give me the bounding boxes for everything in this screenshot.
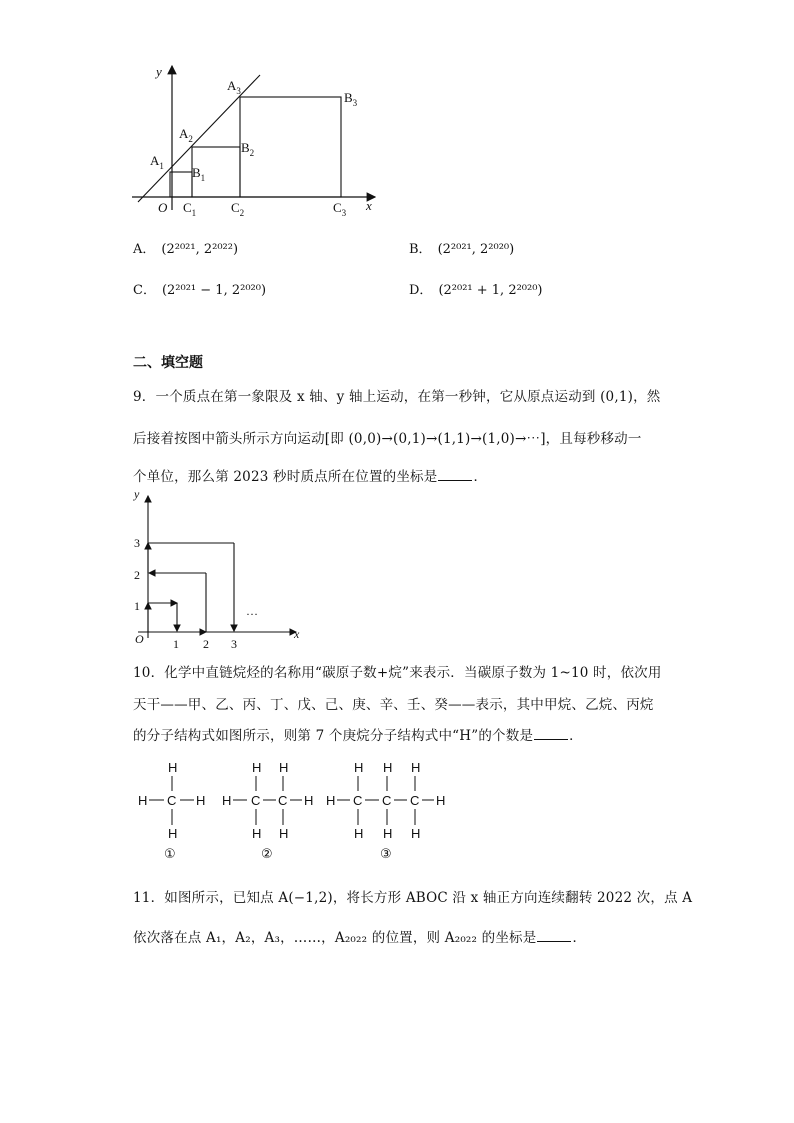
q11-line1: 11．如图所示，已知点 A(−1,2)，将长方形 ABOC 沿 x 轴正方向连续翻转 2022 次，点 A bbox=[133, 890, 693, 906]
svg-text:C: C bbox=[410, 793, 420, 808]
label-A1: $A_1$ bbox=[150, 153, 164, 171]
svg-text:H: H bbox=[383, 760, 393, 775]
svg-text:H: H bbox=[411, 760, 421, 775]
propane-structure bbox=[326, 760, 445, 861]
svg-text:C: C bbox=[251, 793, 261, 808]
q10-line1: 10．化学中直链烷烃的名称用“碳原子数+烷”来表示．当碳原子数为 1~10 时，依次用 bbox=[133, 665, 662, 681]
y-label: y bbox=[156, 64, 162, 79]
origin-label: O bbox=[158, 200, 168, 215]
svg-text:H: H bbox=[168, 760, 178, 775]
svg-text:H: H bbox=[168, 826, 178, 841]
q9-ytick-3: 3 bbox=[134, 536, 140, 550]
q9-line2: 后接着按图中箭头所示方向运动[即 (0,0)→(0,1)→(1,1)→(1,0)→⋯]，且每秒移动一 bbox=[133, 431, 642, 447]
svg-text:C: C bbox=[278, 793, 288, 808]
label-B3: $B_3$ bbox=[344, 90, 358, 108]
svg-text:H: H bbox=[354, 760, 364, 775]
q10-answer-blank[interactable] bbox=[534, 727, 568, 740]
q9-y-label: y bbox=[134, 487, 140, 501]
q9-answer-blank[interactable] bbox=[438, 468, 472, 481]
svg-text:H: H bbox=[196, 793, 206, 808]
caption-3: ③ bbox=[380, 846, 392, 861]
svg-text:H: H bbox=[326, 793, 336, 808]
label-A3: $A_3$ bbox=[227, 78, 241, 96]
alkane-structures bbox=[130, 755, 460, 865]
q9-ytick-2: 2 bbox=[134, 568, 140, 582]
q9-xtick-1: 1 bbox=[173, 637, 179, 651]
q9-figure bbox=[128, 488, 308, 653]
svg-text:C: C bbox=[167, 793, 177, 808]
svg-text:H: H bbox=[279, 826, 289, 841]
q9-line1: 9．一个质点在第一象限及 x 轴、y 轴上运动，在第一秒钟，它从原点运动到 (0,1)，然 bbox=[133, 389, 661, 405]
methane-structure bbox=[138, 760, 205, 861]
q9-origin-label: O bbox=[135, 632, 144, 646]
option-a[interactable]: A． (2²⁰²¹, 2²⁰²²) bbox=[133, 242, 239, 257]
section-title: 二、填空题 bbox=[133, 355, 203, 371]
svg-text:H: H bbox=[436, 793, 446, 808]
q11-answer-blank[interactable] bbox=[537, 929, 571, 942]
option-b[interactable]: B． (2²⁰²¹, 2²⁰²⁰) bbox=[409, 242, 515, 257]
diagonal-line bbox=[138, 75, 260, 202]
svg-text:H: H bbox=[138, 793, 148, 808]
q11-line2: 依次落在点 A₁，A₂，A₃，……，A₂₀₂₂ 的位置，则 A₂₀₂₂ 的坐标是 ． bbox=[133, 930, 587, 946]
label-B1: $B_1$ bbox=[192, 165, 206, 183]
q9-x-label: x bbox=[294, 627, 300, 641]
svg-text:C: C bbox=[353, 793, 363, 808]
q9-xtick-3: 3 bbox=[231, 637, 237, 651]
x-label: x bbox=[366, 198, 372, 213]
caption-1: ① bbox=[164, 846, 176, 861]
caption-2: ② bbox=[261, 846, 273, 861]
q9-ytick-1: 1 bbox=[134, 599, 140, 613]
svg-text:H: H bbox=[411, 826, 421, 841]
q8-figure bbox=[130, 60, 390, 225]
svg-text:H: H bbox=[252, 826, 262, 841]
label-C3: $C_3$ bbox=[333, 200, 347, 218]
square-3 bbox=[240, 97, 341, 197]
ethane-structure bbox=[222, 760, 313, 861]
label-B2: $B_2$ bbox=[241, 140, 255, 158]
svg-text:H: H bbox=[279, 760, 289, 775]
option-d[interactable]: D． (2²⁰²¹ + 1, 2²⁰²⁰) bbox=[409, 283, 543, 298]
q9-xtick-2: 2 bbox=[203, 637, 209, 651]
svg-text:H: H bbox=[354, 826, 364, 841]
svg-text:H: H bbox=[383, 826, 393, 841]
q10-line2: 天干——甲、乙、丙、丁、戊、己、庚、辛、壬、癸——表示，其中甲烷、乙烷、丙烷 bbox=[133, 697, 654, 713]
q10-line3: 的分子结构式如图所示，则第 7 个庚烷分子结构式中“H”的个数是 ． bbox=[133, 728, 583, 744]
svg-text:H: H bbox=[304, 793, 314, 808]
label-C2: $C_2$ bbox=[231, 200, 245, 218]
q9-ellipsis: … bbox=[246, 604, 258, 618]
q9-line3: 个单位，那么第 2023 秒时质点所在位置的坐标是 ． bbox=[133, 469, 488, 485]
option-c[interactable]: C． (2²⁰²¹ − 1, 2²⁰²⁰) bbox=[133, 283, 267, 298]
svg-text:H: H bbox=[222, 793, 232, 808]
label-C1: $C_1$ bbox=[183, 200, 197, 218]
square-1 bbox=[170, 172, 192, 197]
svg-text:H: H bbox=[252, 760, 262, 775]
svg-text:C: C bbox=[382, 793, 392, 808]
label-A2: $A_2$ bbox=[179, 126, 193, 144]
